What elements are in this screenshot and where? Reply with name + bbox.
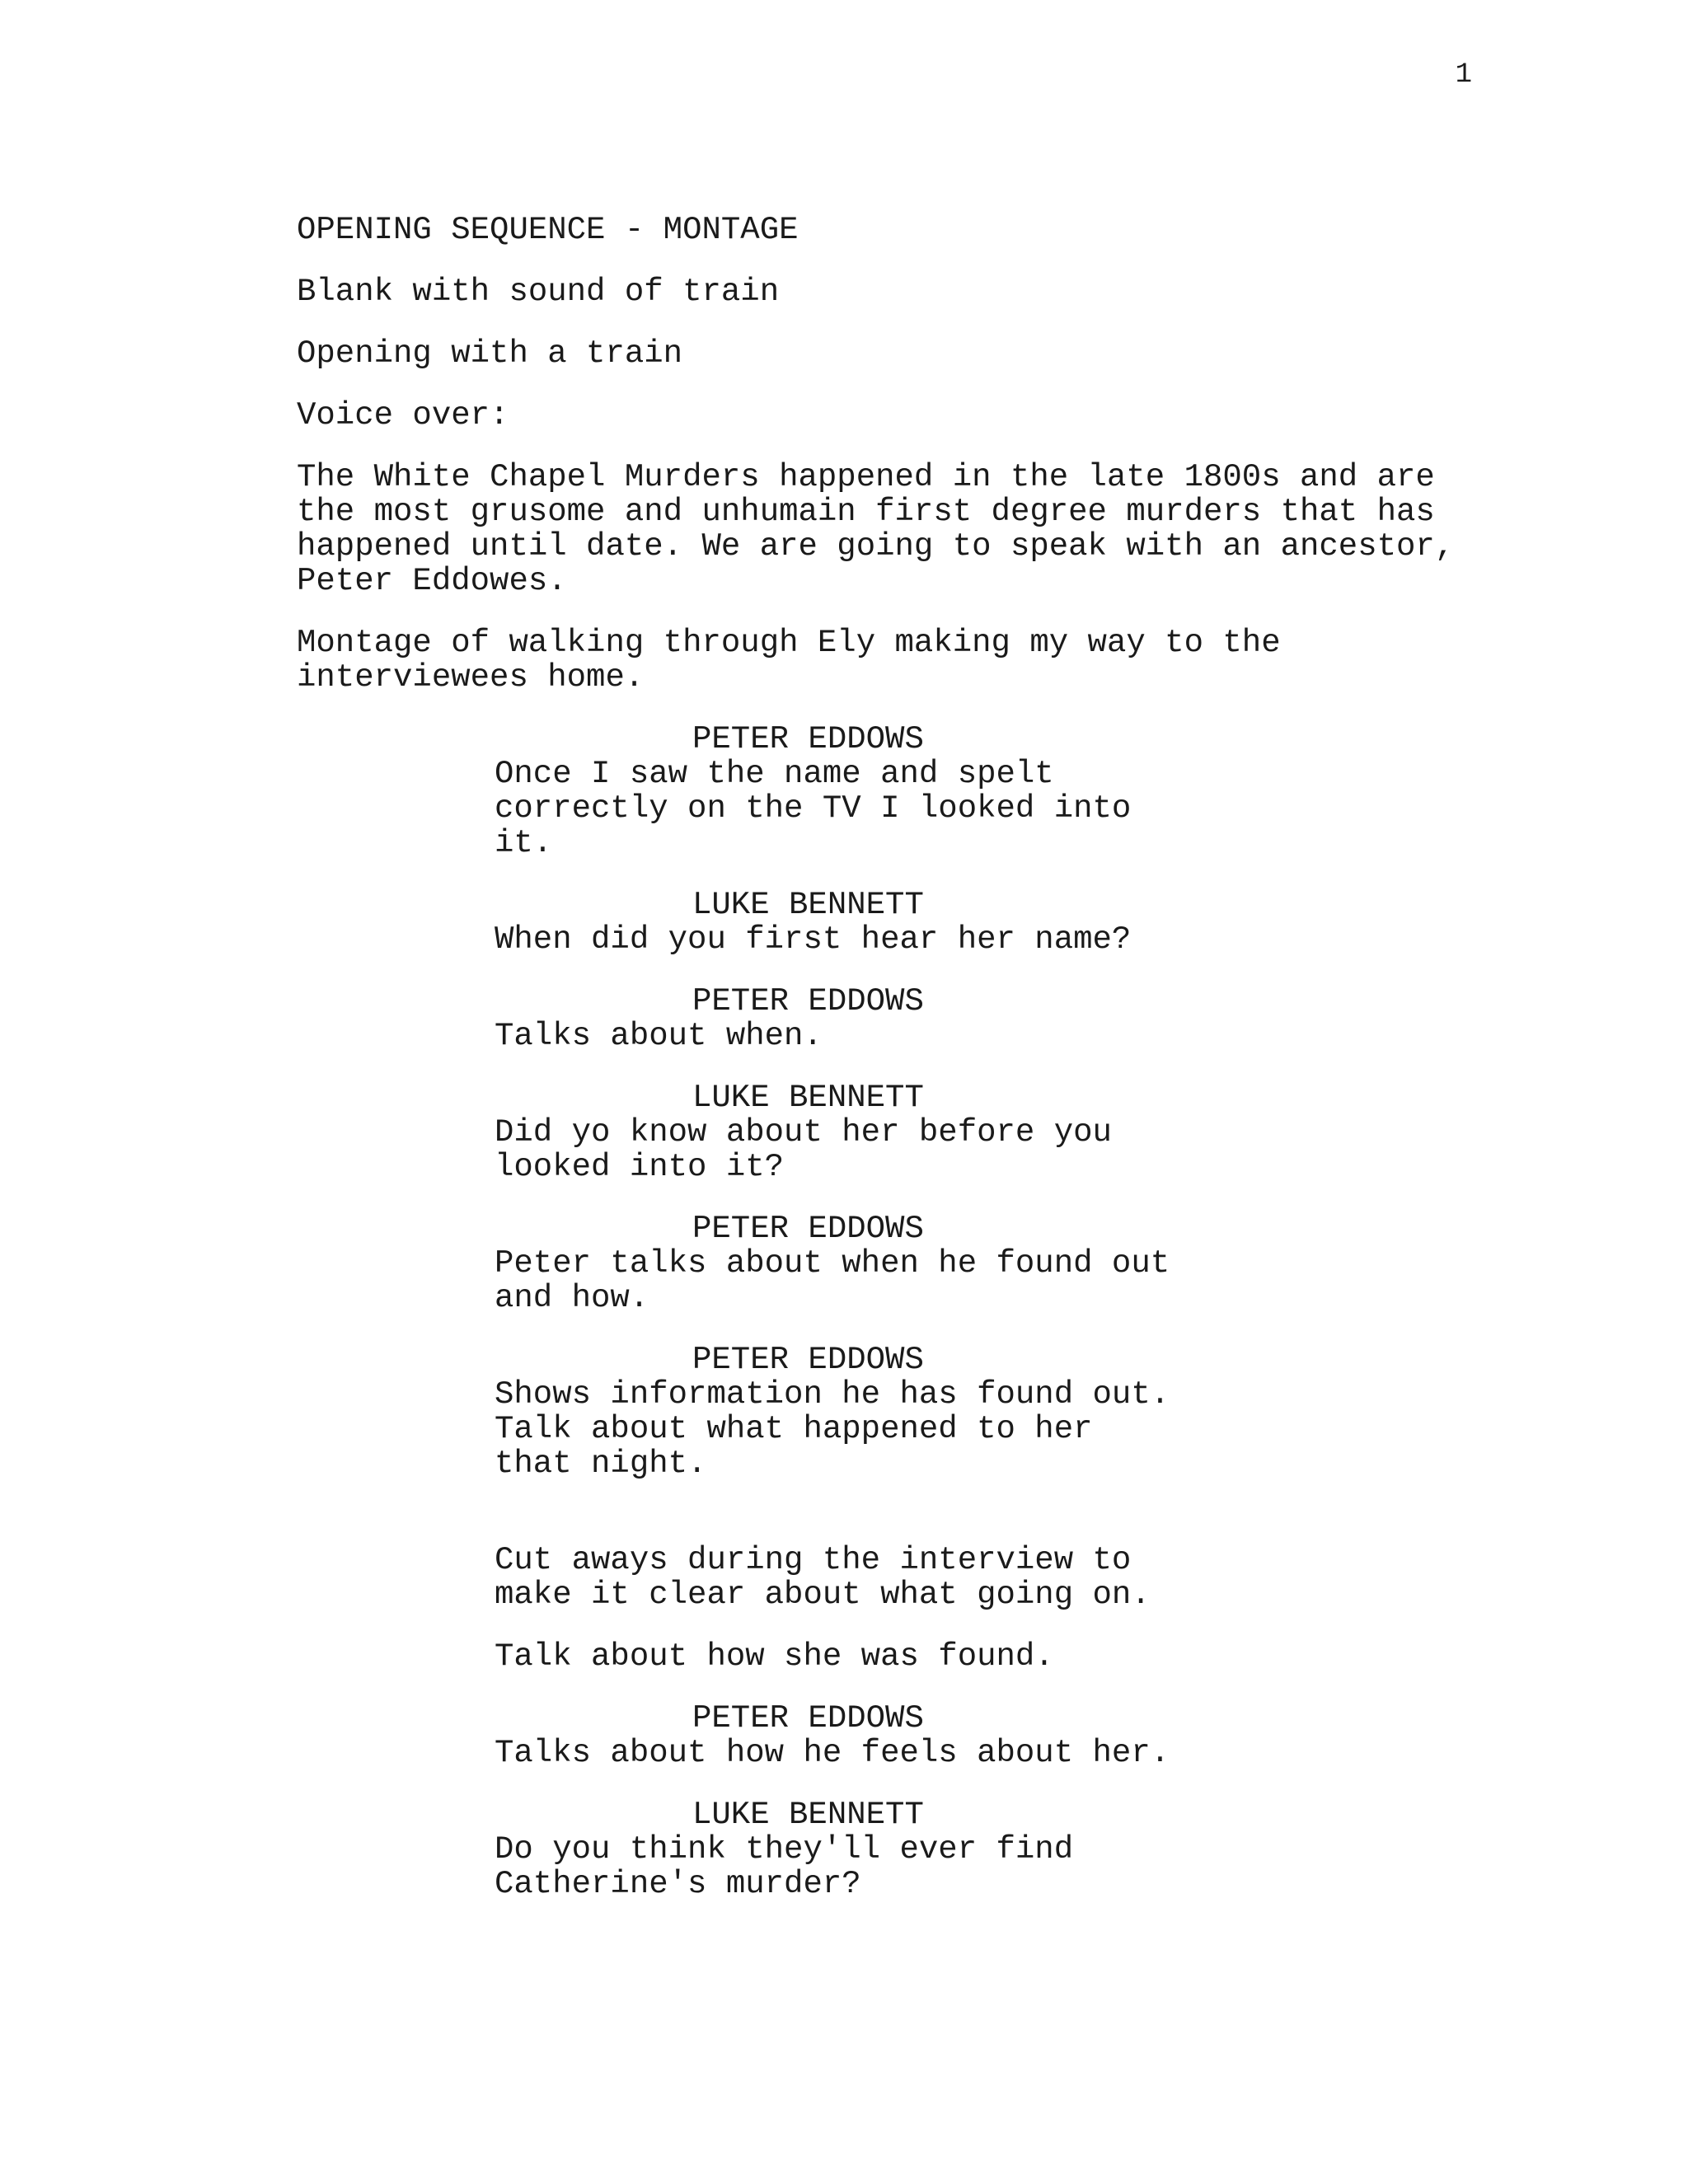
dialogue-text: When did you first hear her name? (495, 921, 1132, 958)
action-line: Blank with sound of train (297, 274, 780, 310)
cutaway-note: Cut aways during the interview to make it clear about what going on. (495, 1542, 1151, 1613)
character-name: PETER EDDOWS (692, 1342, 924, 1378)
dialogue-text: Once I saw the name and spelt correctly on the TV I looked into it. (495, 756, 1132, 861)
script-body (297, 213, 1533, 1929)
dialogue-block (297, 1701, 1533, 1770)
action-line: Opening with a train (297, 335, 683, 372)
action-line: Voice over: (297, 397, 509, 434)
dialogue-block (297, 1212, 1533, 1315)
character-name: LUKE BENNETT (692, 1080, 924, 1116)
scene-heading: OPENING SEQUENCE - MONTAGE (297, 212, 799, 248)
dialogue-block (297, 1343, 1533, 1481)
dialogue-block (297, 722, 1533, 860)
dialogue-block (297, 984, 1533, 1053)
cutaway-note: Talk about how she was found. (495, 1638, 1054, 1675)
dialogue-block (297, 1797, 1533, 1901)
dialogue-text: Do you think they'll ever find Catherine's murder? (495, 1831, 1074, 1902)
action-line: Montage of walking through Ely making my way to the interviewees home. (297, 625, 1281, 696)
dialogue-block (297, 1080, 1533, 1184)
voice-over-text: The White Chapel Murders happened in the late 1800s and are the most grusome and unhumain first degree murders that has happened until date. We are going to speak with an ancestor, Peter Eddowes. (297, 459, 1455, 599)
dialogue-text: Talks about how he feels about her. (495, 1735, 1170, 1771)
dialogue-text: Talks about when. (495, 1018, 823, 1054)
dialogue-text: Shows information he has found out. Talk about what happened to her that night. (495, 1376, 1170, 1482)
character-name: LUKE BENNETT (692, 887, 924, 923)
dialogue-block (297, 888, 1533, 957)
blank-line (297, 1508, 1533, 1543)
page-number: 1 (1455, 59, 1472, 91)
character-name: PETER EDDOWS (692, 1211, 924, 1247)
character-name: PETER EDDOWS (692, 721, 924, 757)
dialogue-text: Peter talks about when he found out and how. (495, 1245, 1170, 1316)
character-name: PETER EDDOWS (692, 983, 924, 1019)
character-name: LUKE BENNETT (692, 1797, 924, 1833)
dialogue-text: Did yo know about her before you looked into it? (495, 1114, 1112, 1185)
character-name: PETER EDDOWS (692, 1700, 924, 1736)
